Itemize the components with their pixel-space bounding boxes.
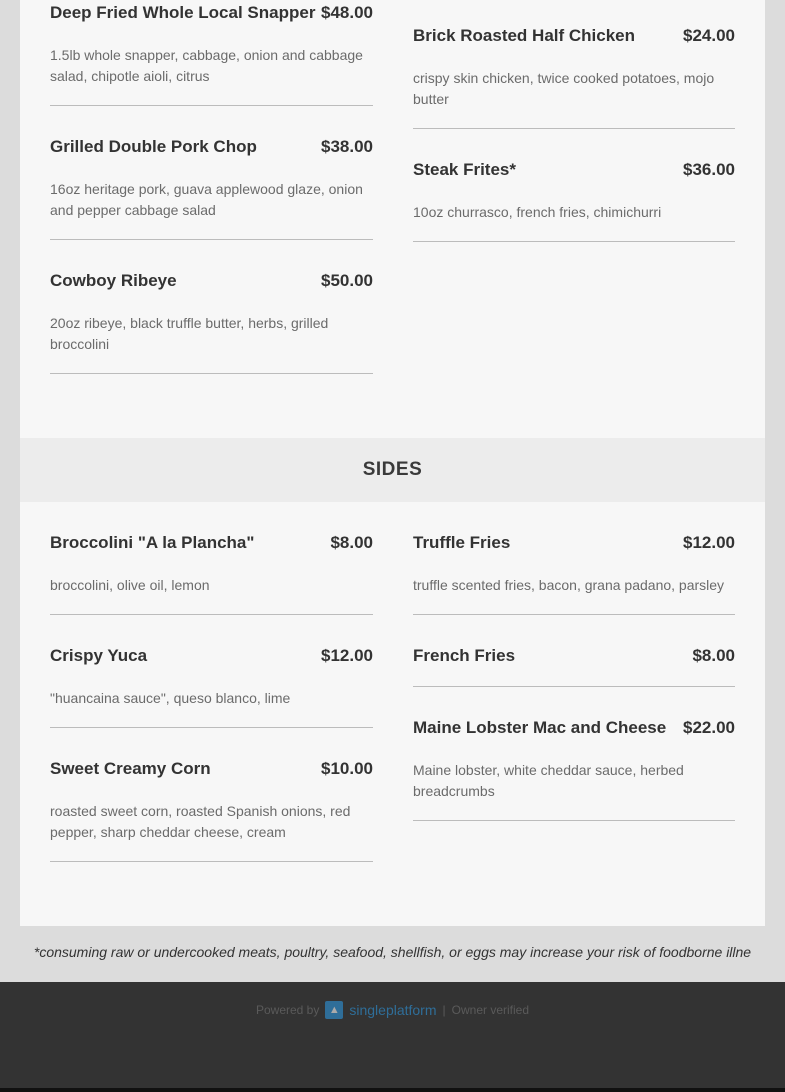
item-description: 16oz heritage pork, guava applewood glaze, onion and pepper cabbage salad bbox=[50, 181, 363, 218]
item-price: $12.00 bbox=[321, 646, 373, 665]
item-divider bbox=[50, 239, 373, 240]
item-price: $8.00 bbox=[692, 646, 735, 665]
item-divider bbox=[50, 105, 373, 106]
menu-item bbox=[413, 646, 735, 666]
item-divider bbox=[413, 128, 735, 129]
item-name: French Fries bbox=[413, 646, 516, 665]
item-description: 20oz ribeye, black truffle butter, herbs, grilled broccolini bbox=[50, 315, 329, 352]
powered-by-label: Powered by bbox=[255, 1003, 320, 1017]
menu-item bbox=[50, 137, 373, 221]
menu-item bbox=[50, 271, 373, 355]
item-description: 10oz churrasco, french fries, chimichurri bbox=[413, 204, 662, 220]
singleplatform-logo-icon[interactable]: ▲ bbox=[325, 1001, 343, 1019]
section-title: SIDES bbox=[362, 459, 423, 480]
item-name: Cowboy Ribeye bbox=[50, 271, 177, 290]
item-divider bbox=[50, 727, 373, 728]
footer bbox=[0, 982, 785, 1088]
powered-by-bar bbox=[0, 1001, 785, 1019]
item-price: $50.00 bbox=[321, 271, 373, 290]
item-name: Broccolini "A la Plancha" bbox=[50, 533, 255, 552]
item-name: Sweet Creamy Corn bbox=[50, 759, 211, 778]
menu-item bbox=[50, 759, 373, 843]
footer-bottom-bar bbox=[0, 1088, 785, 1092]
item-price: $48.00 bbox=[321, 3, 373, 22]
item-name: Maine Lobster Mac and Cheese bbox=[413, 718, 667, 737]
section-header-sides bbox=[20, 438, 765, 502]
owner-verified-label: Owner verified bbox=[451, 1003, 530, 1017]
item-price: $38.00 bbox=[321, 137, 373, 156]
menu-item bbox=[413, 160, 735, 223]
item-divider bbox=[50, 614, 373, 615]
singleplatform-brand-link[interactable]: singleplatform bbox=[349, 1002, 437, 1018]
item-name: Grilled Double Pork Chop bbox=[50, 137, 257, 156]
menu-item bbox=[50, 646, 373, 709]
item-price: $22.00 bbox=[683, 718, 735, 737]
item-name: Deep Fried Whole Local Snapper bbox=[50, 3, 316, 22]
item-price: $24.00 bbox=[683, 26, 735, 45]
item-name: Truffle Fries bbox=[413, 533, 511, 552]
item-description: "huancaina sauce", queso blanco, lime bbox=[50, 690, 291, 706]
menu-item bbox=[413, 26, 735, 110]
item-divider bbox=[413, 686, 735, 687]
item-price: $10.00 bbox=[321, 759, 373, 778]
item-divider bbox=[50, 373, 373, 374]
item-price: $12.00 bbox=[683, 533, 735, 552]
item-description: Maine lobster, white cheddar sauce, herbed breadcrumbs bbox=[413, 762, 684, 799]
disclaimer-text: *consuming raw or undercooked meats, poultry, seafood, shellfish, or eggs may increase your risk of foodborne illne bbox=[33, 944, 752, 960]
item-name: Steak Frites* bbox=[413, 160, 516, 179]
item-price: $8.00 bbox=[330, 533, 373, 552]
item-divider bbox=[50, 861, 373, 862]
menu-item bbox=[50, 533, 373, 596]
item-description: truffle scented fries, bacon, grana padano, parsley bbox=[413, 577, 725, 593]
menu-item bbox=[50, 3, 373, 87]
item-description: broccolini, olive oil, lemon bbox=[50, 577, 210, 593]
menu-item bbox=[413, 533, 735, 596]
item-name: Brick Roasted Half Chicken bbox=[413, 26, 636, 45]
item-divider bbox=[413, 614, 735, 615]
item-divider bbox=[413, 241, 735, 242]
menu-item bbox=[413, 718, 735, 802]
item-description: 1.5lb whole snapper, cabbage, onion and cabbage salad, chipotle aioli, citrus bbox=[50, 47, 363, 84]
item-name: Crispy Yuca bbox=[50, 646, 148, 665]
item-description: roasted sweet corn, roasted Spanish onions, red pepper, sharp cheddar cheese, cream bbox=[50, 803, 351, 840]
separator: | bbox=[442, 1003, 446, 1017]
item-divider bbox=[413, 820, 735, 821]
item-description: crispy skin chicken, twice cooked potatoes, mojo butter bbox=[413, 70, 715, 107]
item-price: $36.00 bbox=[683, 160, 735, 179]
